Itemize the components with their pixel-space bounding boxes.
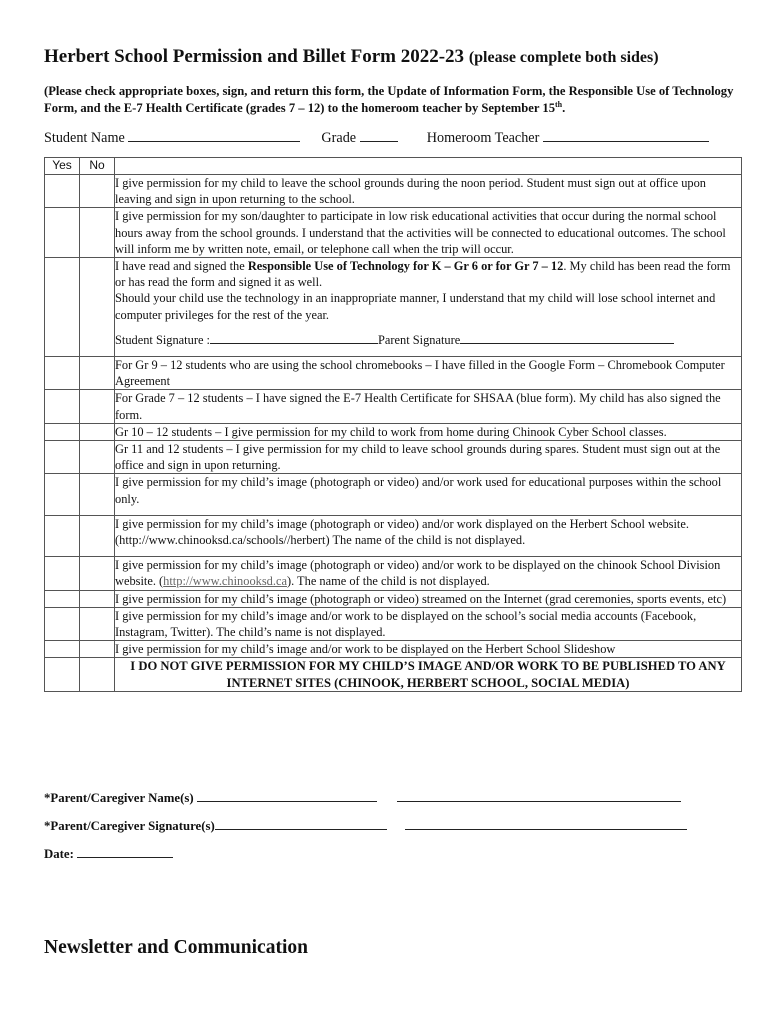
table-row — [45, 641, 742, 658]
parent-signature-field-2[interactable] — [405, 818, 687, 830]
student-info-row — [44, 129, 734, 147]
table-row — [45, 208, 742, 258]
date-label: Date: — [44, 847, 74, 861]
no-checkbox[interactable] — [80, 590, 115, 607]
table-row — [45, 175, 742, 208]
student-signature-field[interactable] — [210, 331, 378, 344]
permission-statement: Gr 11 and 12 students – I give permission for my child to leave school grounds during spares. Student must sign out at the office and sign in upon returning. — [115, 441, 742, 474]
parent-signature-section — [44, 790, 734, 874]
instructions-sup: th — [555, 99, 563, 109]
no-checkbox[interactable] — [80, 515, 115, 556]
permission-statement: I give permission for my child’s image and/or work to be displayed on the school’s social media accounts (Facebook, Instagram, Twitter). The child’s name is not displayed. — [115, 607, 742, 640]
permission-table — [44, 157, 742, 692]
table-row — [45, 258, 742, 357]
yes-header: Yes — [45, 158, 80, 175]
parent-name-field-1[interactable] — [197, 790, 377, 802]
permission-statement: I give permission for my child’s image and/or work to be displayed on the Herbert School Slideshow — [115, 641, 742, 658]
yes-checkbox[interactable] — [45, 357, 80, 390]
permission-statement: I give permission for my child’s image (photograph or video) streamed on the Internet (grad ceremonies, sports events, etc) — [115, 590, 742, 607]
yes-checkbox[interactable] — [45, 390, 80, 423]
division-text-pre: I give permission for my child’s image (photograph or video) and/or work to be displayed on the chinook School Division website. ( — [115, 558, 721, 589]
student-name-label: Student Name — [44, 130, 125, 146]
yes-checkbox[interactable] — [45, 441, 80, 474]
student-name-field[interactable] — [128, 129, 300, 142]
instructions-end: . — [562, 101, 566, 115]
table-row — [45, 357, 742, 390]
parent-signature-section-label: *Parent/Caregiver Signature(s) — [44, 819, 215, 833]
no-checkbox[interactable] — [80, 641, 115, 658]
chinook-website-link[interactable]: http://www.chinooksd.ca — [163, 574, 287, 589]
yes-checkbox[interactable] — [45, 557, 80, 590]
permission-statement: For Grade 7 – 12 students – I have signed the E-7 Health Certificate for SHSAA (blue form). My child has also signed the form. — [115, 390, 742, 423]
student-signature-label: Student Signature : — [115, 332, 210, 347]
permission-statement: I give permission for my child’s image (photograph or video) and/or work displayed on the Herbert School website. (http://www.chinooksd.ca/schools//herbert) The name of the child is not displayed. — [115, 515, 742, 556]
yes-checkbox[interactable] — [45, 641, 80, 658]
technology-consequence: Should your child use the technology in an inappropriate manner, I understand that my child will lose school internet and computer privileges for the rest of the year. — [115, 291, 716, 322]
date-row — [44, 846, 734, 874]
table-row — [45, 474, 742, 515]
no-checkbox[interactable] — [80, 423, 115, 440]
no-checkbox[interactable] — [80, 357, 115, 390]
parent-signature-field-1[interactable] — [215, 818, 387, 830]
permission-statement — [115, 258, 742, 357]
homeroom-teacher-field[interactable] — [543, 129, 709, 142]
technology-text-pre: I have read and signed the — [115, 259, 248, 274]
newsletter-heading: Newsletter and Communication — [44, 937, 308, 958]
no-header: No — [80, 158, 115, 175]
yes-checkbox[interactable] — [45, 474, 80, 515]
parent-name-row — [44, 790, 734, 818]
form-title — [44, 46, 744, 68]
division-text-post: ). The name of the child is not displayed. — [286, 574, 490, 589]
table-row — [45, 557, 742, 590]
table-header-row — [45, 158, 742, 175]
yes-checkbox[interactable] — [45, 423, 80, 440]
parent-name-field-2[interactable] — [397, 790, 681, 802]
grade-label: Grade — [321, 130, 357, 146]
yes-checkbox[interactable] — [45, 658, 80, 692]
parent-name-label: *Parent/Caregiver Name(s) — [44, 791, 194, 805]
table-row — [45, 515, 742, 556]
no-checkbox[interactable] — [80, 390, 115, 423]
no-checkbox[interactable] — [80, 441, 115, 474]
date-field[interactable] — [77, 846, 173, 858]
no-checkbox[interactable] — [80, 258, 115, 357]
parent-signature-row — [44, 818, 734, 846]
technology-signature-row — [115, 331, 741, 348]
technology-text-post: . My child has been read the form or has read the form and signed it as well. — [115, 259, 731, 290]
technology-form-name: Responsible Use of Technology for K – Gr 6 or for Gr 7 – 12 — [247, 259, 564, 274]
permission-statement: I give permission for my child to leave the school grounds during the noon period. Student must sign out at office upon leaving and sign in upon returning to the school. — [115, 175, 742, 208]
yes-checkbox[interactable] — [45, 515, 80, 556]
table-row — [45, 423, 742, 440]
no-checkbox[interactable] — [80, 557, 115, 590]
no-checkbox[interactable] — [80, 607, 115, 640]
table-row — [45, 441, 742, 474]
yes-checkbox[interactable] — [45, 607, 80, 640]
parent-signature-field[interactable] — [460, 331, 674, 344]
no-checkbox[interactable] — [80, 658, 115, 692]
table-row — [45, 607, 742, 640]
table-row — [45, 590, 742, 607]
permission-statement — [115, 557, 742, 590]
grade-field[interactable] — [360, 129, 398, 142]
no-checkbox[interactable] — [80, 474, 115, 515]
no-checkbox[interactable] — [80, 208, 115, 258]
permission-statement: For Gr 9 – 12 students who are using the school chromebooks – I have filled in the Google Form – Chromebook Computer Agreement — [115, 357, 742, 390]
form-instructions — [44, 83, 734, 117]
yes-checkbox[interactable] — [45, 175, 80, 208]
form-title-main: Herbert School Permission and Billet Form 2022-23 — [44, 46, 465, 67]
table-row — [45, 658, 742, 692]
permission-statement: I give permission for my son/daughter to participate in low risk educational activities that occur during the normal school hours away from the school grounds. I understand that the activities will be connected to educational outcomes. The school will inform me by written note, email, or telephone call when the trip will occur. — [115, 208, 742, 258]
permission-statement: I give permission for my child’s image (photograph or video) and/or work used for educational purposes within the school only. — [115, 474, 742, 515]
yes-checkbox[interactable] — [45, 590, 80, 607]
no-checkbox[interactable] — [80, 175, 115, 208]
form-title-sub: (please complete both sides) — [468, 49, 659, 66]
yes-checkbox[interactable] — [45, 208, 80, 258]
parent-signature-label: Parent Signature — [378, 332, 461, 347]
permission-statement: Gr 10 – 12 students – I give permission for my child to work from home during Chinook Cyber School classes. — [115, 423, 742, 440]
table-row — [45, 390, 742, 423]
yes-checkbox[interactable] — [45, 258, 80, 357]
instructions-text: (Please check appropriate boxes, sign, and return this form, the Update of Information Form, the Responsible Use of Technology Form, and the E-7 Health Certificate (grades 7 – 12) to the homeroom teacher by September 15 — [44, 84, 734, 115]
homeroom-teacher-label: Homeroom Teacher — [426, 130, 540, 146]
no-permission-statement: I DO NOT GIVE PERMISSION FOR MY CHILD’S IMAGE AND/OR WORK TO BE PUBLISHED TO ANY INTERNET SITES (CHINOOK, HERBERT SCHOOL, SOCIAL MEDIA) — [115, 658, 742, 692]
statement-header — [115, 158, 742, 175]
